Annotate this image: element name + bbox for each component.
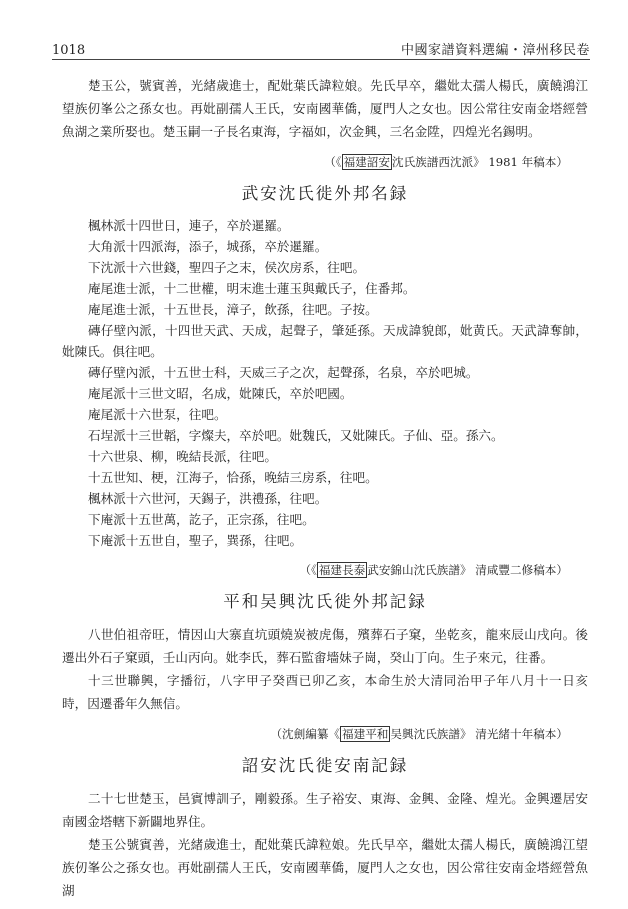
section-3-paragraph: 楚玉公號賓善，光緒歲進士，配妣葉氏諱粒娘。先氏早卒，繼妣太孺人楊氏，廣饒鴻江望族仞峯公之孫女也。再妣副孺人王氏，安南國華僑，厦門人之女也，因公常往安南金塔經營魚湖 xyxy=(62,837,588,898)
list-entry: 磚仔壁內派，十四世天武、天成，起聲子，肇延孫。天成諱貌郎，妣黄氏。天武諱奪帥，妣陳氏。俱往吧。 xyxy=(62,323,588,359)
header-rule xyxy=(52,59,590,60)
list-entry: 下庵派十五世自，聖子，巽孫，往吧。 xyxy=(88,533,303,548)
page-header xyxy=(52,36,590,58)
list-entry: 石埕派十三世韜，字燦夫，卒於吧。妣魏氏，又妣陳氏。子仙、亞。孫六。 xyxy=(88,428,504,443)
section-1-list xyxy=(62,215,588,551)
list-entry: 庵尾進士派，十二世權，明末進士蓮玉與戴氏子，住番邦。 xyxy=(88,281,416,296)
list-entry: 庵尾進士派，十五世長，漳子，飲孫，往吧。子按。 xyxy=(88,302,378,317)
section-2-paragraph: 十三世聯興，字播衍，八字甲子癸酉已卯乙亥，本命生於大清同治甲子年八月十一日亥時，因遷番年久無信。 xyxy=(62,673,588,711)
list-entry: 庵尾派十三世文昭，名成，妣陳氏，卒於吧國。 xyxy=(88,386,353,401)
list-entry: 大角派十四派海，添子，城孫，卒於暹羅。 xyxy=(88,239,328,254)
list-entry: 磚仔壁內派，十五世士科，天威三子之次，起聲孫，名泉，卒於吧城。 xyxy=(88,365,479,380)
book-title: 中國家譜資料選編・漳州移民卷 xyxy=(400,43,590,58)
list-entry: 十六世泉、柳，晚結長派，往吧。 xyxy=(88,449,277,464)
section-2-title: 平和吴興沈氏徙外邦記録 xyxy=(223,592,427,611)
section-3-paragraph: 二十七世楚玉，邑賓博訓子，剛毅孫。生子裕安、東海、金興、金隆、煌光。金興遷居安南國金塔轄下新闢地界住。 xyxy=(62,791,588,829)
list-entry: 楓林派十四世日，連子，卒於暹羅。 xyxy=(88,218,290,233)
list-entry: 庵尾派十六世泵，往吧。 xyxy=(88,407,227,422)
list-entry: 下庵派十五世萬，訖子，正宗孫，往吧。 xyxy=(88,512,315,527)
intro-paragraph: 楚玉公，號賓善，光緒歲進士，配妣葉氏諱粒娘。先氏早卒，繼妣太孺人楊氏，廣饒鴻江望族仞峯公之孫女也。再妣副孺人王氏，安南國華僑，厦門人之女也。因公常往安南金塔經營魚湖之業所娶也。楚玉嗣一子長名東海，字福如，次金興，三名金陞，四煌光名錫明。 xyxy=(62,78,588,139)
list-entry: 十五世知、梗，江海子，恰孫，晚結三房系，往吧。 xyxy=(88,470,378,485)
section-1-title: 武安沈氏徙外邦名録 xyxy=(241,184,409,203)
page-number: 1018 xyxy=(52,43,86,58)
list-entry: 下沈派十六世錢，聖四子之末，侯次房系，往吧。 xyxy=(88,260,366,275)
page-body xyxy=(62,74,588,902)
source-citation-2: （《 福建長泰 武安錦山沈氏族譜》 清咸豐二修稿本） xyxy=(299,563,568,577)
section-3-title: 詔安沈氏徙安南記録 xyxy=(241,756,409,775)
list-entry: 楓林派十六世河，天錫子，洪禮孫，往吧。 xyxy=(88,491,328,506)
source-box-1: 福建詔安 xyxy=(343,155,390,169)
source-box-2: 福建長泰 xyxy=(318,563,366,577)
source-box-3: 福建平和 xyxy=(342,727,389,741)
source-citation-1: （《 福建詔安 沈氏族譜西沈派》 1981 年稿本） xyxy=(324,155,568,169)
source-citation-3: （沈劍編纂《 福建平和 吴興沈氏族譜》 清光緒十年稿本） xyxy=(270,727,568,741)
section-2-paragraph: 八世伯祖帝旺，情因山大寨直坑頭燒炭被虎傷，殯葬石子窠，坐乾亥，龍來辰山戌向。後遷出外石子窠頭，壬山丙向。妣李氏，葬石監畬墻妹子崗，癸山丁向。生子來元，往番。 xyxy=(62,627,588,665)
